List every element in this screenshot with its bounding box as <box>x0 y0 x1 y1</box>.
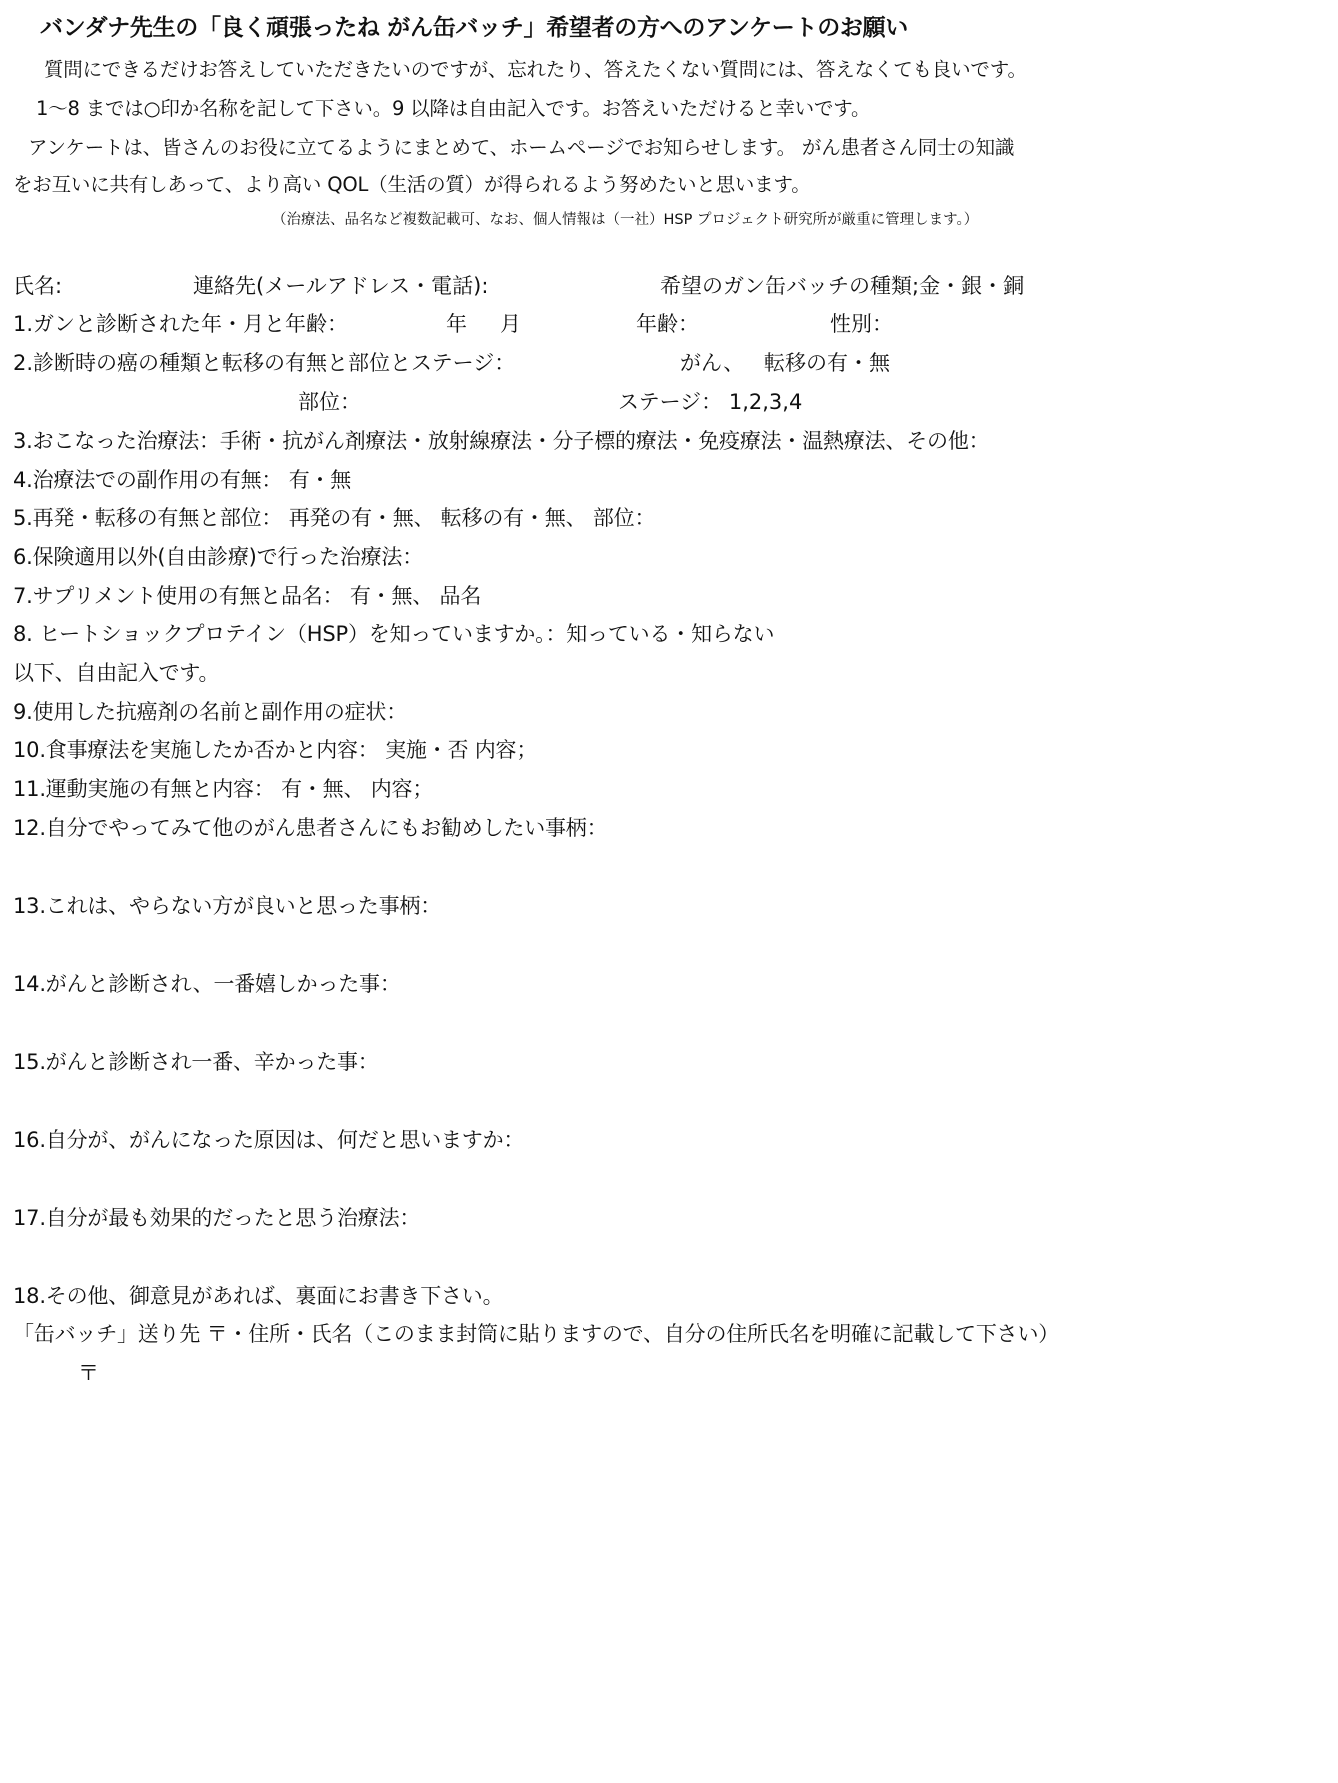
q2-site[interactable]: 部位： <box>298 390 361 414</box>
q3-treatment[interactable]: 3.おこなった治療法：手術・抗がん剤療法・放射線療法・分子標的療法・免疫療法・温熱療法、その他： <box>13 429 990 453</box>
name-field-label[interactable]: 氏名: <box>13 274 63 298</box>
contact-field-label[interactable]: 連絡先(メールアドレス・電話): <box>193 274 489 298</box>
q5-recurrence[interactable]: 5.再発・転移の有無と部位： 再発の有・無、 転移の有・無、 部位： <box>13 506 656 530</box>
q9-anticancer-drug[interactable]: 9.使用した抗癌剤の名前と副作用の症状： <box>13 700 408 724</box>
q4-side-effects[interactable]: 4.治療法での副作用の有無： 有・無 <box>13 468 352 492</box>
q18-other-opinions[interactable]: 18.その他、御意見があれば、裏面にお書き下さい。 <box>13 1284 504 1308</box>
q1-sex[interactable]: 性別： <box>830 312 893 336</box>
intro-line-4: をお互いに共有しあって、より高い QOL（生活の質）が得られるよう努めたいと思います。 <box>13 173 811 196</box>
postal-mark[interactable]: 〒 <box>78 1361 99 1385</box>
q6-free-treatment[interactable]: 6.保険適用以外(自由診療)で行った治療法： <box>13 545 424 569</box>
q17-effective-treatment[interactable]: 17.自分が最も効果的だったと思う治療法： <box>13 1206 421 1230</box>
privacy-note: （治療法、品名など複数記載可、なお、個人情報は（一社）HSP プロジェクト研究所が厳重に管理します。） <box>272 212 979 228</box>
q2-stage-choice[interactable]: ステージ： 1,2,3,4 <box>618 390 803 414</box>
free-entry-note: 以下、自由記入です。 <box>13 661 220 685</box>
q15-hardest[interactable]: 15.がんと診断され一番、辛かった事： <box>13 1050 379 1074</box>
intro-line-2: 1～8 までは○印か名称を記して下さい。9 以降は自由記入です。お答えいただけると幸いです。 <box>36 97 871 120</box>
badge-type-choice[interactable]: 希望のガン缶バッチの種類;金・銀・銅 <box>660 274 1025 298</box>
q7-supplement[interactable]: 7.サプリメント使用の有無と品名： 有・無、 品名 <box>13 584 482 608</box>
intro-line-3: アンケートは、皆さんのお役に立てるようにまとめて、ホームページでお知らせします。 がん患者さん同士の知識 <box>28 136 1015 159</box>
q1-age[interactable]: 年齢： <box>636 312 699 336</box>
q2-cancer-type[interactable]: がん、 <box>680 351 745 375</box>
q2-metastasis-choice[interactable]: 転移の有・無 <box>764 351 890 375</box>
q14-happiest[interactable]: 14.がんと診断され、一番嬉しかった事： <box>13 972 401 996</box>
q8-hsp[interactable]: 8. ヒートショックプロテイン（HSP）を知っていますか。：知っている・知らない <box>13 622 775 646</box>
q12-recommend[interactable]: 12.自分でやってみて他のがん患者さんにもお勧めしたい事柄： <box>13 816 608 840</box>
q11-exercise[interactable]: 11.運動実施の有無と内容： 有・無、 内容； <box>13 777 434 801</box>
intro-line-1: 質問にできるだけお答えしていただきたいのですが、忘れたり、答えたくない質問には、答えなくても良いです。 <box>44 58 1027 81</box>
page-title: バンダナ先生の「良く頑張ったね がん缶バッチ」希望者の方へのアンケートのお願い <box>40 15 909 41</box>
q1-label: 1.ガンと診断された年・月と年齢： <box>13 312 349 336</box>
q2-label: 2.診断時の癌の種類と転移の有無と部位とステージ： <box>13 351 516 375</box>
address-line: 「缶バッチ」送り先 〒・住所・氏名（このまま封筒に貼りますので、自分の住所氏名を明確に記載して下さい） <box>13 1322 1060 1346</box>
q13-avoid[interactable]: 13.これは、やらない方が良いと思った事柄： <box>13 894 441 918</box>
q1-month[interactable]: 月 <box>500 312 521 336</box>
q16-cause[interactable]: 16.自分が、がんになった原因は、何だと思いますか： <box>13 1128 525 1152</box>
q10-diet[interactable]: 10.食事療法を実施したか否かと内容： 実施・否 内容； <box>13 738 538 762</box>
q1-year[interactable]: 年 <box>446 312 467 336</box>
